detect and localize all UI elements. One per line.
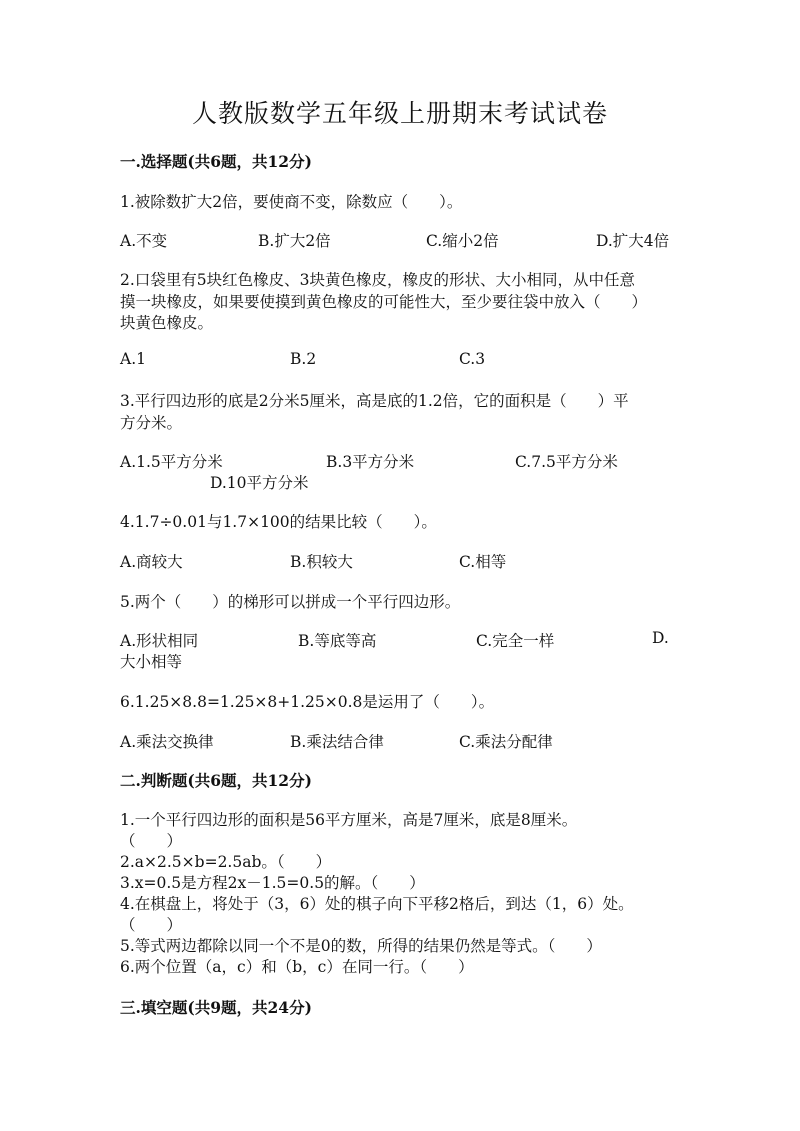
judge-6: 6.两个位置（a，c）和（b，c）在同一行。（ ）: [120, 958, 474, 976]
question-1: 1.被除数扩大2倍，要使商不变，除数应（ ）。: [120, 193, 463, 211]
option-5d-text: 大小相等: [120, 653, 183, 671]
judge-2: 2.a×2.5×b=2.5ab。（ ）: [120, 853, 332, 871]
question-4: 4.1.7÷0.01与1.7×100的结果比较（ ）。: [120, 513, 437, 531]
question-2-line-1: 2.口袋里有5块红色橡皮、3块黄色橡皮，橡皮的形状、大小相同，从中任意: [120, 271, 636, 289]
question-5: 5.两个（ ）的梯形可以拼成一个平行四边形。: [120, 593, 461, 611]
option-5c: C.完全一样: [476, 632, 555, 650]
option-4b: B.积较大: [290, 553, 353, 571]
section-heading-judge: 二.判断题(共6题，共12分): [120, 771, 312, 790]
option-2a: A.1: [120, 350, 146, 368]
option-4a: A.商较大: [120, 553, 183, 571]
option-3a: A.1.5平方分米: [120, 453, 223, 471]
option-1a: A.不变: [120, 232, 168, 250]
option-5b: B.等底等高: [298, 632, 377, 650]
judge-4: 4.在棋盘上，将处于（3，6）处的棋子向下平移2格后，到达（1，6）处。: [120, 895, 634, 913]
question-2-line-3: 块黄色橡皮。: [120, 314, 214, 332]
option-1d: D.扩大4倍: [596, 232, 670, 250]
option-6a: A.乘法交换律: [120, 733, 214, 751]
section-heading-fill: 三.填空题(共9题，共24分): [120, 998, 312, 1017]
question-2-line-2: 摸一块橡皮，如果要使摸到黄色橡皮的可能性大，至少要往袋中放入（ ）: [120, 293, 648, 311]
option-3d: D.10平方分米: [210, 474, 309, 492]
judge-5: 5.等式两边都除以同一个不是0的数，所得的结果仍然是等式。（ ）: [120, 937, 602, 955]
section-heading-choice: 一.选择题(共6题，共12分): [120, 152, 312, 171]
page-title: 人教版数学五年级上册期末考试试卷: [191, 99, 608, 128]
question-3-line-2: 方分米。: [120, 414, 183, 432]
option-3c: C.7.5平方分米: [515, 453, 618, 471]
option-6c: C.乘法分配律: [459, 733, 553, 751]
question-3-line-1: 3.平行四边形的底是2分米5厘米，高是底的1.2倍，它的面积是（ ）平: [120, 392, 629, 410]
option-2c: C.3: [459, 350, 486, 368]
option-4c: C.相等: [459, 553, 507, 571]
option-1b: B.扩大2倍: [258, 232, 331, 250]
option-3b: B.3平方分米: [326, 453, 415, 471]
question-6: 6.1.25×8.8=1.25×8+1.25×0.8是运用了（ ）。: [120, 693, 495, 711]
option-1c: C.缩小2倍: [426, 232, 499, 250]
judge-4-blank: （ ）: [120, 916, 183, 934]
judge-3: 3.x=0.5是方程2x－1.5=0.5的解。（ ）: [120, 874, 425, 892]
judge-1: 1.一个平行四边形的面积是56平方厘米，高是7厘米，底是8厘米。: [120, 811, 578, 829]
option-2b: B.2: [290, 350, 317, 368]
option-6b: B.乘法结合律: [290, 733, 384, 751]
judge-1-blank: （ ）: [120, 832, 183, 850]
option-5d: D.: [652, 629, 669, 647]
option-5a: A.形状相同: [120, 632, 199, 650]
